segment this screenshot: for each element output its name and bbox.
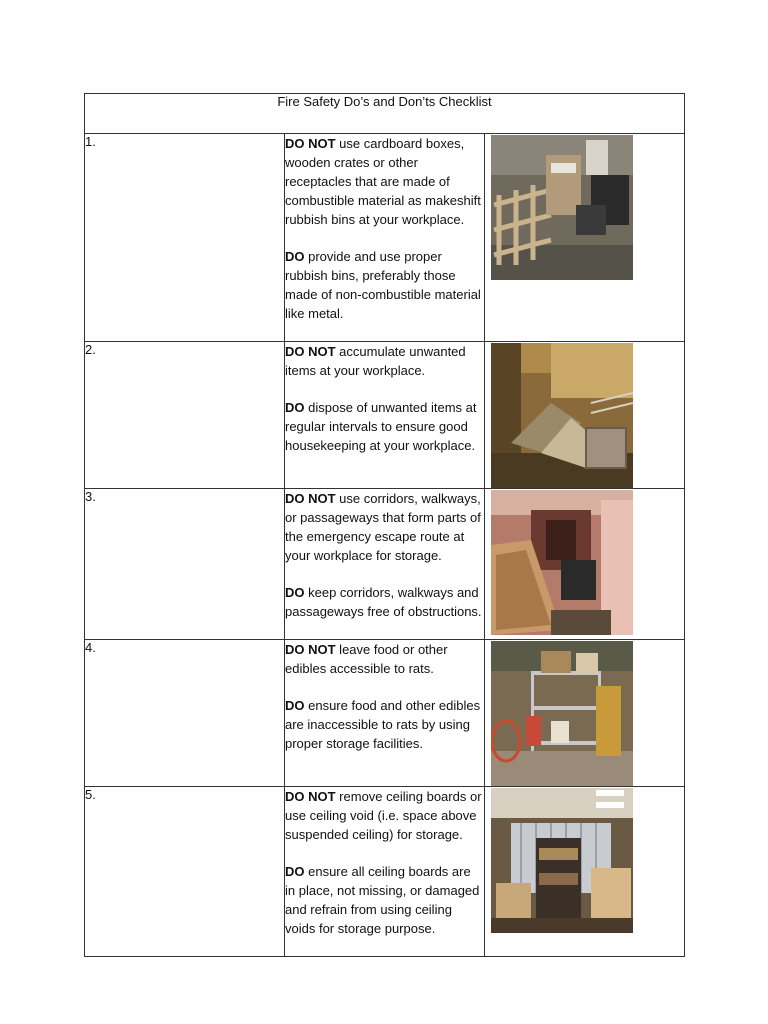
dont-paragraph <box>285 640 484 678</box>
do-text: provide and use proper rubbish bins, preferably those made of non-combustible material like metal. <box>285 249 481 321</box>
dont-text: remove ceiling boards or use ceiling void (i.e. space above suspended ceiling) for storage. <box>285 789 482 842</box>
photo-cell <box>485 787 685 957</box>
dont-label: DO NOT <box>285 642 336 657</box>
checklist-row <box>85 134 685 342</box>
dont-text: accumulate unwanted items at your workplace. <box>285 344 466 378</box>
do-label: DO <box>285 698 305 713</box>
checklist-row <box>85 787 685 957</box>
photo-cell <box>485 640 685 787</box>
checklist-row <box>85 489 685 640</box>
checklist-row <box>85 342 685 489</box>
item-text <box>285 342 485 489</box>
do-paragraph <box>285 583 484 621</box>
dont-text: use corridors, walkways, or passageways that form parts of the emergency escape route at your workplace for storage. <box>285 491 481 563</box>
dont-paragraph <box>285 342 484 380</box>
do-paragraph <box>285 247 484 323</box>
do-paragraph <box>285 398 484 455</box>
checklist-table <box>84 93 685 957</box>
do-text: ensure food and other edibles are inaccessible to rats by using proper storage facilities. <box>285 698 481 751</box>
do-label: DO <box>285 400 305 415</box>
do-paragraph <box>285 696 484 753</box>
do-paragraph <box>285 862 484 938</box>
item-text <box>285 640 485 787</box>
item-number: 4. <box>85 640 285 787</box>
photo-cell <box>485 342 685 489</box>
cluttered-corridor-photo <box>491 343 633 488</box>
dont-paragraph <box>285 134 484 229</box>
do-label: DO <box>285 249 305 264</box>
do-text: keep corridors, walkways and passageways free of obstructions. <box>285 585 482 619</box>
do-text: dispose of unwanted items at regular intervals to ensure good housekeeping at your workplace. <box>285 400 477 453</box>
dont-label: DO NOT <box>285 789 336 804</box>
item-number: 2. <box>85 342 285 489</box>
item-text <box>285 134 485 342</box>
item-text <box>285 787 485 957</box>
checklist-row <box>85 640 685 787</box>
dont-text: leave food or other edibles accessible to rats. <box>285 642 448 676</box>
item-number: 3. <box>85 489 285 640</box>
do-text: ensure all ceiling boards are in place, not missing, or damaged and refrain from using ceiling voids for storage purpose. <box>285 864 480 936</box>
pallets-and-crates-photo <box>491 135 633 280</box>
photo-cell <box>485 489 685 640</box>
item-text <box>285 489 485 640</box>
dont-label: DO NOT <box>285 491 336 506</box>
checklist-title: Fire Safety Do’s and Don’ts Checklist <box>85 94 685 134</box>
do-label: DO <box>285 585 305 600</box>
item-number: 5. <box>85 787 285 957</box>
dont-label: DO NOT <box>285 344 336 359</box>
dont-paragraph <box>285 787 484 844</box>
dont-label: DO NOT <box>285 136 336 151</box>
dont-paragraph <box>285 489 484 565</box>
do-label: DO <box>285 864 305 879</box>
blocked-passageway-photo <box>491 490 633 635</box>
storage-room-photo <box>491 788 633 933</box>
photo-cell <box>485 134 685 342</box>
item-number: 1. <box>85 134 285 342</box>
dont-text: use cardboard boxes, wooden crates or other receptacles that are made of combustible material as makeshift rubbish bins at your workplace. <box>285 136 481 227</box>
food-storage-rack-photo <box>491 641 633 786</box>
